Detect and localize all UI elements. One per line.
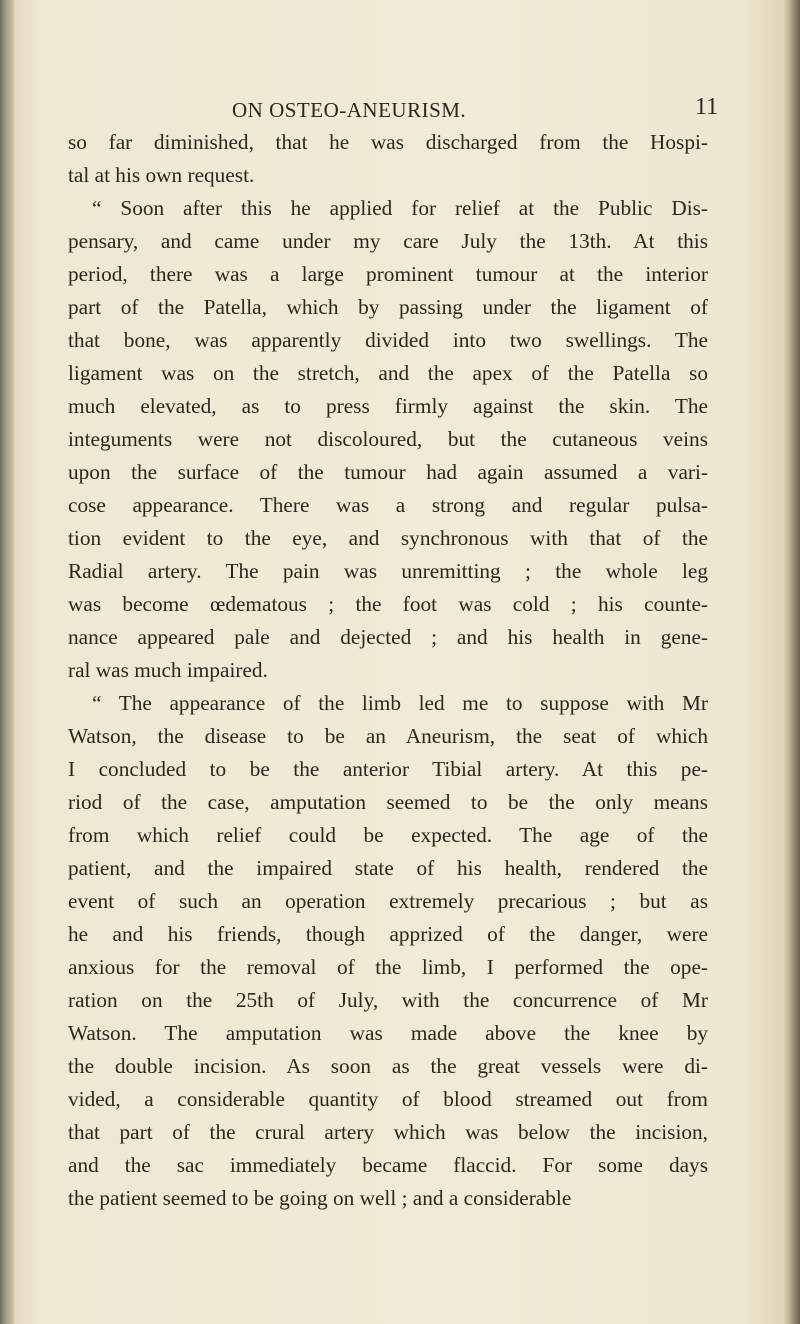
text-line: vided, a considerable quantity of blood streamed out from: [68, 1087, 708, 1111]
text-line: from which relief could be expected. The age of the: [68, 823, 708, 847]
text-line: tion evident to the eye, and synchronous with that of the: [68, 526, 708, 550]
text-line: event of such an operation extremely precarious ; but as: [68, 889, 708, 913]
text-line: patient, and the impaired state of his health, rendered the: [68, 856, 708, 880]
text-line: “ Soon after this he applied for relief at the Public Dis-: [92, 196, 708, 220]
text-line: tal at his own request.: [68, 163, 255, 187]
body-text: [68, 126, 708, 1215]
text-line: ral was much impaired.: [68, 658, 268, 682]
running-header: [0, 94, 800, 128]
text-line: Radial artery. The pain was unremitting ; the whole leg: [68, 559, 708, 583]
text-line: “ The appearance of the limb led me to suppose with Mr: [92, 691, 708, 715]
text-line: Watson. The amputation was made above the knee by: [68, 1021, 708, 1045]
text-line: that part of the crural artery which was below the incision,: [68, 1120, 708, 1144]
text-line: integuments were not discoloured, but the cutaneous veins: [68, 427, 708, 451]
text-line: pensary, and came under my care July the 13th. At this: [68, 229, 708, 253]
page-outer-edge: [784, 0, 800, 1324]
text-line: was become œdematous ; the foot was cold ; his counte-: [68, 592, 708, 616]
text-line: upon the surface of the tumour had again assumed a vari-: [68, 460, 708, 484]
running-title: ON OSTEO-ANEURISM.: [232, 98, 467, 122]
page-number: 11: [695, 94, 719, 120]
text-line: Watson, the disease to be an Aneurism, the seat of which: [68, 724, 708, 748]
text-line: cose appearance. There was a strong and regular pulsa-: [68, 493, 708, 517]
text-line: anxious for the removal of the limb, I performed the ope-: [68, 955, 708, 979]
text-line: period, there was a large prominent tumour at the interior: [68, 262, 708, 286]
text-line: he and his friends, though apprized of the danger, were: [68, 922, 708, 946]
text-line: ligament was on the stretch, and the apex of the Patella so: [68, 361, 708, 385]
text-line: that bone, was apparently divided into two swellings. The: [68, 328, 708, 352]
text-line: the double incision. As soon as the great vessels were di-: [68, 1054, 708, 1078]
text-line: part of the Patella, which by passing under the ligament of: [68, 295, 708, 319]
text-line: much elevated, as to press firmly against the skin. The: [68, 394, 708, 418]
text-line: the patient seemed to be going on well ; and a considerable: [68, 1186, 572, 1210]
text-line: riod of the case, amputation seemed to be the only means: [68, 790, 708, 814]
text-line: I concluded to be the anterior Tibial artery. At this pe-: [68, 757, 708, 781]
text-line: ration on the 25th of July, with the concurrence of Mr: [68, 988, 708, 1012]
text-line: and the sac immediately became flaccid. For some days: [68, 1153, 708, 1177]
text-line: so far diminished, that he was discharged from the Hospi-: [68, 130, 708, 154]
page-binding-edge: [0, 0, 14, 1324]
text-line: nance appeared pale and dejected ; and his health in gene-: [68, 625, 708, 649]
